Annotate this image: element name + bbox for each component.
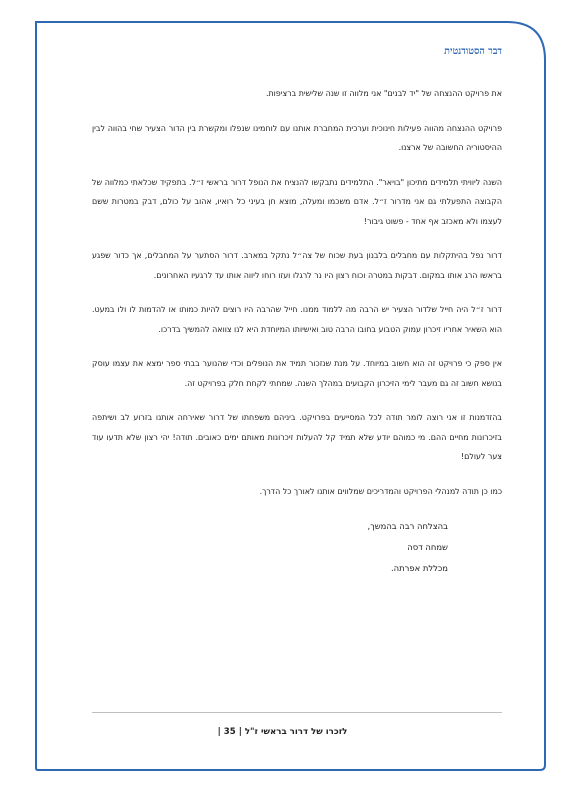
paragraph-1: את פרויקט ההנצחה של "יד לבנים" אני מלווה זו שנה שלישית ברציפות. (265, 89, 502, 98)
signature-college: מכללת אפרתה. (391, 563, 448, 573)
paragraph-2: פרויקט ההנצחה מהווה פעילות חינוכית וערכית המחברת אותנו עם לוחמינו שנפלו ומקשרת בין הדור הצעיר שחי בהווה לבין ההיסטוריה החשובה של ארצנו. (92, 123, 502, 152)
paragraph-6: אין ספק כי פרויקט זה הוא חשוב במיוחד. על מנת שנזכור תמיד את הנופלים וכדי שהנוער בבתי ספר ימצא את עצמו עוסק בנושא חשוב זה גם מעבר לימי הזיכרון הקבועים במהלך השנה. שמחתי לקחת חלק בפרויקט זה. (92, 359, 502, 388)
page-title: דבר הסטודנטית (444, 46, 502, 57)
paragraph-7: בהזדמנות זו אני רוצה לומר תודה לכל המסייעים בפרויקט. ביניהם משפחתו של דרור שאירחה אותנו בזרוע לב ושיתפה בזיכרונות מחיים ההם. מי כמוהם יודע שלא תמיד קל להעלות זיכרונות מאותם ימים כאובים. תודה! יהי רצון שלא תדעו עוד צער לעולם! (92, 413, 502, 461)
signature-name: שמחה דסה (407, 542, 448, 552)
footer-caption: לזכרו של דרור בראשי ז"ל | 35 | (217, 727, 348, 737)
paragraph-5: דרור ז״ל היה חייל שלדור הצעיר יש הרבה מה ללמוד ממנו. חייל שהרבה היו רוצים להיות כמותו או להדמות לו ולו במעט. הוא השאיר אחריו זיכרון עמוק הטבוע בחובו הרבה טוב ואישיותו המיוחדת היא לנו צוואה להמשיך בדרכו. (92, 305, 502, 334)
signature-block (92, 516, 502, 579)
paragraph-3: השנה ליוויתי תלמידים מתיכון "בויאר". התלמידים נתבקשו להנציח את הנופל דרור בראשי ז״ל. בתפקיד שכלאתי כמלווה של הקבוצה התפעלתי גם אני מדרור ז״ל. אדם משכמו ומעלה, מוצא חן בעיני כל רואיו, אהוב על כולם, דבק במטרות ששם לעצמו ולא מאכזב אף אחד - פשוט גיבור! (92, 177, 502, 226)
paragraph-4: דרור נפל בהיתקלות עם מחבלים בלבנון בעת שכוח של צה״ל נתקל במארב. דרור הסתער על המחבלים, אך כדור שפגע בראשו הרג אותו במקום. דבקות במטרה וכוח רצון היו נר לרגלו ועזו רוחו ליווה אותו עד לרגעיו האחרונים. (92, 251, 502, 280)
paragraph-8: כמו כן תודה למנהלי הפרויקט והמדריכים שמלווים אותנו לאורך כל הדרך. (259, 486, 502, 496)
signature-closing: בהצלחה רבה בהמשך, (367, 521, 448, 531)
letter-content (92, 46, 502, 579)
footer-divider (92, 712, 502, 713)
